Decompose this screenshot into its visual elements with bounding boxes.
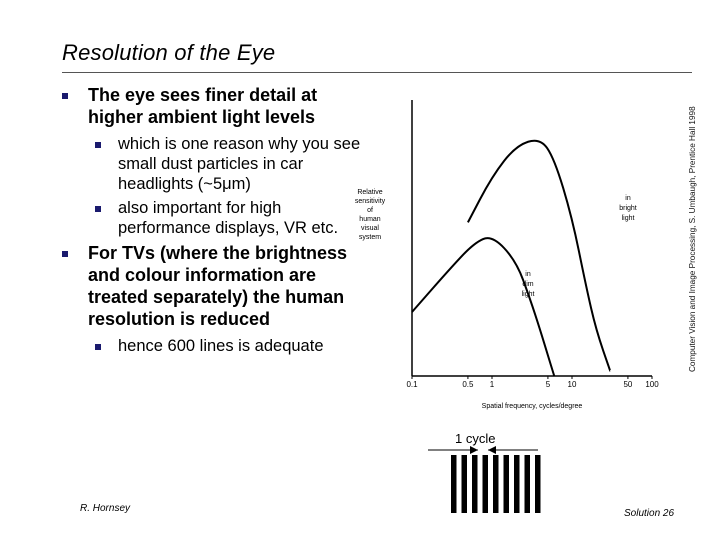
label-bright-line: light [621,215,635,222]
x-tick-label-3: 5 [545,380,551,389]
figure-credit: Computer Vision and Image Processing, S. Umbaugh, Prentice Hall 1998 [688,106,697,372]
x-tick-label-5: 50 [623,380,633,389]
sub-bullet-2-1-text: hence 600 lines is adequate [118,337,324,355]
x-tick-label-6: 100 [645,380,659,389]
bullet-2-text: For TVs (where the brightness and colour information are treated separately) the human resolution is reduced [88,243,348,329]
sub-bullet-1-2-text: also important for high performance displays, VR etc. [118,199,339,237]
x-tick-label-0: 0.1 [406,380,418,389]
y-axis-label-line: of [367,207,373,214]
y-axis-label-line: Relative [357,189,383,196]
cycle-arrowhead-left [470,446,478,454]
bullet-1 [62,84,362,128]
label-dim-line: dim [522,281,534,288]
grating-bar [535,455,541,513]
grating-bar [525,455,531,513]
sub-bullet-1-2 [62,198,362,238]
bullet-1-text: The eye sees finer detail at higher ambient light levels [88,85,318,127]
x-tick-label-1: 0.5 [462,380,474,389]
series-dim-line [412,238,554,376]
slide-title: Resolution of the Eye [62,40,276,65]
grating-bar [483,455,489,513]
grating-bar [504,455,510,513]
grating-bar [493,455,499,513]
bullet-marker [95,142,101,148]
label-dim-line: in [525,271,531,278]
bullet-list [62,84,362,360]
cycle-arrowhead-right [488,446,496,454]
sensitivity-chart [340,80,680,420]
y-axis-label-line: sensitivity [354,198,386,205]
footer-page: Solution 26 [624,508,675,519]
label-bright-line: in [625,195,631,202]
bullet-2 [62,242,362,330]
y-axis-label-line: system [358,234,382,241]
line-grating [448,455,548,513]
series-bright-line [468,141,610,371]
label-dim-line: light [521,291,535,298]
grating-bar [462,455,468,513]
bullet-marker [95,206,101,212]
y-axis-label-line: visual [361,225,379,232]
x-tick-label-2: 1 [489,380,495,389]
grating-bar [514,455,520,513]
grating-bar [472,455,478,513]
bullet-marker [62,251,68,257]
sub-bullet-2-1 [62,336,362,356]
footer-author: R. Hornsey [80,503,131,514]
sub-bullet-1-1 [62,134,362,194]
x-axis-label: Spatial frequency, cycles/degree [481,403,583,410]
sub-bullet-1-1-text: which is one reason why you see small dust particles in car headlights (~5μm) [118,135,361,193]
bullet-marker [95,344,101,350]
x-tick-label-4: 10 [567,380,577,389]
grating-bar [451,455,457,513]
label-bright-line: bright [619,205,637,212]
cycle-label: 1 cycle [455,431,496,446]
title-rule [62,72,692,73]
bullet-marker [62,93,68,99]
y-axis-label-line: human [359,216,381,223]
